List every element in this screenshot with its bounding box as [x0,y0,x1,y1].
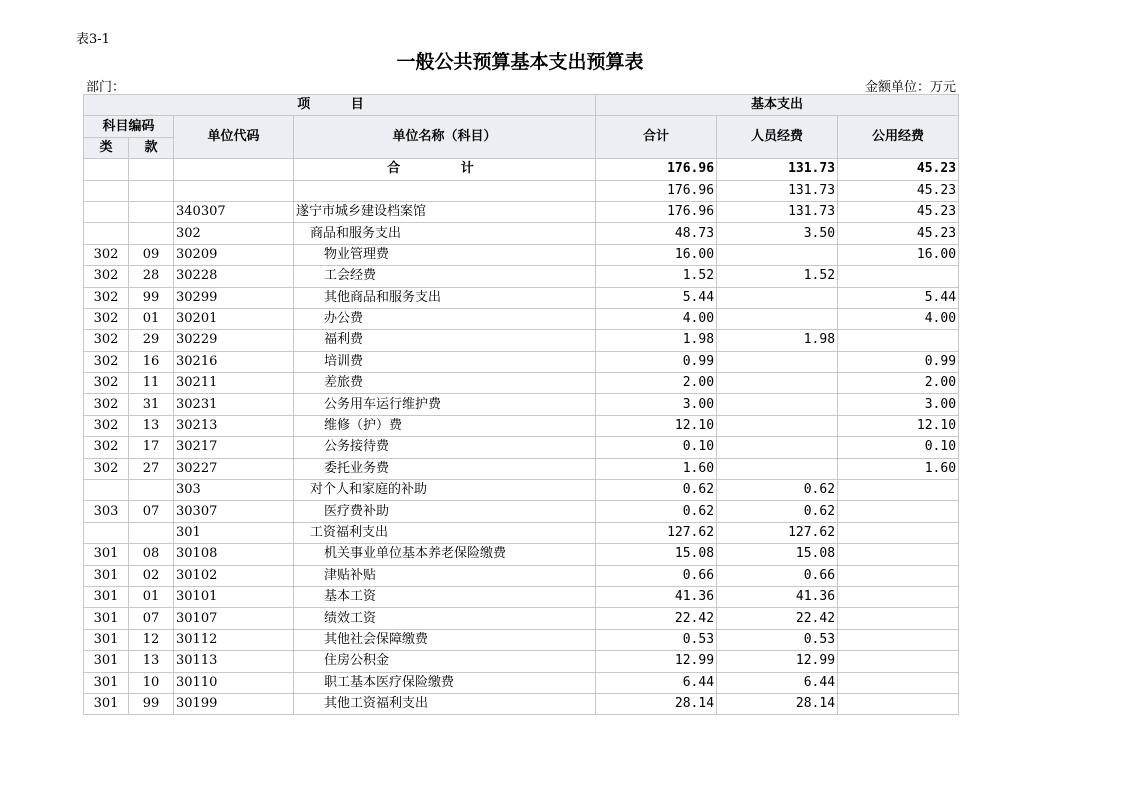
cell-lei: 301 [84,651,129,672]
cell-lei: 302 [84,437,129,458]
table-row [84,693,959,714]
table-row [84,308,959,329]
table-row [84,223,959,244]
cell-total: 15.08 [596,544,717,565]
cell-kuan: 17 [129,437,174,458]
cell-lei: 302 [84,351,129,372]
cell-public-expense [838,544,959,565]
cell-unit-name: 遂宁市城乡建设档案馆 [294,201,596,222]
table-row [84,522,959,543]
cell-unit-code: 30211 [174,373,294,394]
cell-unit-name: 物业管理费 [294,244,596,265]
department-label: 部门： [86,80,126,95]
table-row [84,629,959,650]
cell-lei [84,201,129,222]
cell-personnel-expense [717,351,838,372]
cell-personnel-expense: 131.73 [717,180,838,201]
cell-unit-code: 30217 [174,437,294,458]
table-row [84,608,959,629]
cell-unit-name: 其他商品和服务支出 [294,287,596,308]
table-row [84,565,959,586]
cell-personnel-expense [717,458,838,479]
table-row [84,287,959,308]
cell-kuan: 08 [129,544,174,565]
cell-unit-code [174,159,294,180]
cell-lei: 302 [84,287,129,308]
header-public-expense: 公用经费 [838,116,959,159]
cell-kuan: 07 [129,608,174,629]
cell-lei: 301 [84,629,129,650]
cell-unit-code: 340307 [174,201,294,222]
cell-public-expense [838,693,959,714]
cell-total: 4.00 [596,308,717,329]
cell-lei: 302 [84,415,129,436]
cell-unit-name: 公务接待费 [294,437,596,458]
cell-personnel-expense: 6.44 [717,672,838,693]
cell-total: 1.60 [596,458,717,479]
cell-unit-name: 绩效工资 [294,608,596,629]
cell-unit-name: 合 计 [294,159,596,180]
table-row [84,330,959,351]
cell-lei [84,159,129,180]
cell-personnel-expense: 28.14 [717,693,838,714]
cell-unit-name: 其他社会保障缴费 [294,629,596,650]
cell-public-expense: 2.00 [838,373,959,394]
cell-kuan: 10 [129,672,174,693]
table-id: 表3-1 [76,32,110,47]
cell-lei: 301 [84,608,129,629]
cell-public-expense: 1.60 [838,458,959,479]
cell-personnel-expense: 3.50 [717,223,838,244]
cell-public-expense: 45.23 [838,159,959,180]
cell-total: 12.99 [596,651,717,672]
cell-unit-name: 对个人和家庭的补助 [294,480,596,501]
cell-public-expense [838,629,959,650]
cell-unit-code: 30229 [174,330,294,351]
cell-total: 0.10 [596,437,717,458]
cell-total: 22.42 [596,608,717,629]
cell-unit-name [294,180,596,201]
table-header [84,95,959,159]
cell-kuan [129,159,174,180]
cell-kuan: 99 [129,287,174,308]
cell-total: 48.73 [596,223,717,244]
cell-kuan: 99 [129,693,174,714]
cell-unit-name: 机关事业单位基本养老保险缴费 [294,544,596,565]
cell-unit-name: 办公费 [294,308,596,329]
cell-personnel-expense: 22.42 [717,608,838,629]
cell-lei: 301 [84,672,129,693]
cell-personnel-expense: 1.98 [717,330,838,351]
cell-public-expense: 0.99 [838,351,959,372]
cell-kuan [129,201,174,222]
cell-lei: 302 [84,394,129,415]
cell-kuan: 29 [129,330,174,351]
cell-total: 0.53 [596,629,717,650]
table-row [84,266,959,287]
header-kuan: 款 [129,137,174,158]
cell-total: 28.14 [596,693,717,714]
cell-kuan: 27 [129,458,174,479]
cell-unit-name: 公务用车运行维护费 [294,394,596,415]
cell-unit-code: 30216 [174,351,294,372]
cell-unit-code: 30101 [174,586,294,607]
cell-kuan: 12 [129,629,174,650]
cell-personnel-expense [717,287,838,308]
cell-kuan: 02 [129,565,174,586]
cell-unit-code: 303 [174,480,294,501]
cell-kuan: 31 [129,394,174,415]
cell-total: 12.10 [596,415,717,436]
cell-personnel-expense: 12.99 [717,651,838,672]
table-body [84,159,959,715]
cell-total: 3.00 [596,394,717,415]
cell-personnel-expense [717,415,838,436]
cell-public-expense [838,672,959,693]
cell-unit-code: 30201 [174,308,294,329]
cell-kuan: 01 [129,308,174,329]
table-row [84,415,959,436]
cell-public-expense [838,330,959,351]
cell-public-expense [838,480,959,501]
cell-unit-code: 30227 [174,458,294,479]
cell-kuan [129,180,174,201]
cell-total: 0.66 [596,565,717,586]
amount-unit-label: 金额单位：万元 [864,80,956,95]
cell-unit-name: 工资福利支出 [294,522,596,543]
cell-unit-name: 维修（护）费 [294,415,596,436]
cell-unit-code: 301 [174,522,294,543]
header-subject-code: 科目编码 [84,116,174,137]
cell-public-expense [838,565,959,586]
table-row [84,180,959,201]
table-row [84,373,959,394]
cell-lei [84,480,129,501]
table-row [84,672,959,693]
cell-unit-code: 30199 [174,693,294,714]
cell-personnel-expense: 15.08 [717,544,838,565]
cell-total: 176.96 [596,159,717,180]
cell-public-expense [838,522,959,543]
cell-unit-code: 30299 [174,287,294,308]
table-row [84,586,959,607]
cell-lei: 301 [84,544,129,565]
cell-total: 0.99 [596,351,717,372]
cell-lei [84,522,129,543]
cell-unit-code: 30228 [174,266,294,287]
cell-personnel-expense: 1.52 [717,266,838,287]
cell-kuan: 07 [129,501,174,522]
cell-kuan [129,223,174,244]
cell-unit-code: 30113 [174,651,294,672]
cell-unit-code: 30110 [174,672,294,693]
cell-personnel-expense: 0.62 [717,480,838,501]
cell-lei: 302 [84,330,129,351]
table-row [84,458,959,479]
cell-personnel-expense: 0.66 [717,565,838,586]
cell-kuan: 11 [129,373,174,394]
table-row [84,437,959,458]
cell-total: 41.36 [596,586,717,607]
cell-unit-code: 30107 [174,608,294,629]
cell-personnel-expense [717,308,838,329]
cell-unit-code: 30209 [174,244,294,265]
cell-total: 6.44 [596,672,717,693]
cell-public-expense: 0.10 [838,437,959,458]
cell-unit-code: 302 [174,223,294,244]
cell-public-expense [838,586,959,607]
cell-total: 1.52 [596,266,717,287]
cell-personnel-expense: 127.62 [717,522,838,543]
cell-unit-name: 基本工资 [294,586,596,607]
cell-personnel-expense [717,437,838,458]
header-unit-name: 单位名称（科目） [294,116,596,159]
cell-public-expense: 45.23 [838,180,959,201]
cell-public-expense: 45.23 [838,201,959,222]
cell-total: 2.00 [596,373,717,394]
cell-unit-code [174,180,294,201]
header-basic-expenditure-group: 基本支出 [596,95,959,116]
table-row [84,201,959,222]
table-row [84,394,959,415]
header-lei: 类 [84,137,129,158]
cell-unit-name: 其他工资福利支出 [294,693,596,714]
cell-public-expense [838,651,959,672]
cell-personnel-expense: 131.73 [717,159,838,180]
cell-public-expense [838,266,959,287]
cell-kuan [129,480,174,501]
cell-kuan: 13 [129,651,174,672]
cell-unit-name: 差旅费 [294,373,596,394]
cell-total: 0.62 [596,480,717,501]
cell-unit-name: 福利费 [294,330,596,351]
cell-total: 1.98 [596,330,717,351]
cell-unit-name: 住房公积金 [294,651,596,672]
cell-unit-name: 委托业务费 [294,458,596,479]
cell-public-expense: 5.44 [838,287,959,308]
cell-lei: 302 [84,308,129,329]
cell-kuan: 28 [129,266,174,287]
cell-lei: 302 [84,458,129,479]
cell-kuan: 13 [129,415,174,436]
budget-table [83,94,959,715]
page-title: 一般公共预算基本支出预算表 [396,51,644,73]
cell-lei [84,223,129,244]
cell-lei: 303 [84,501,129,522]
cell-lei: 302 [84,373,129,394]
cell-public-expense: 3.00 [838,394,959,415]
table-row [84,480,959,501]
cell-unit-code: 30108 [174,544,294,565]
cell-unit-name: 工会经费 [294,266,596,287]
cell-personnel-expense: 131.73 [717,201,838,222]
cell-personnel-expense: 41.36 [717,586,838,607]
table-row [84,651,959,672]
header-unit-code: 单位代码 [174,116,294,159]
cell-public-expense: 12.10 [838,415,959,436]
cell-personnel-expense [717,394,838,415]
cell-public-expense: 4.00 [838,308,959,329]
table-row [84,544,959,565]
cell-unit-code: 30102 [174,565,294,586]
cell-public-expense [838,501,959,522]
cell-unit-code: 30307 [174,501,294,522]
cell-total: 127.62 [596,522,717,543]
cell-unit-code: 30231 [174,394,294,415]
cell-personnel-expense [717,244,838,265]
total-row [84,159,959,180]
table-row [84,244,959,265]
cell-total: 5.44 [596,287,717,308]
cell-total: 176.96 [596,201,717,222]
cell-public-expense: 16.00 [838,244,959,265]
cell-unit-code: 30112 [174,629,294,650]
cell-lei: 301 [84,565,129,586]
cell-lei: 301 [84,693,129,714]
table-row [84,501,959,522]
cell-personnel-expense: 0.53 [717,629,838,650]
cell-public-expense: 45.23 [838,223,959,244]
header-total: 合计 [596,116,717,159]
header-personnel-expense: 人员经费 [717,116,838,159]
cell-lei: 302 [84,244,129,265]
cell-unit-name: 津贴补贴 [294,565,596,586]
cell-public-expense [838,608,959,629]
cell-unit-name: 医疗费补助 [294,501,596,522]
cell-unit-name: 商品和服务支出 [294,223,596,244]
header-item-group: 项 目 [84,95,596,116]
cell-unit-name: 职工基本医疗保险缴费 [294,672,596,693]
table-row [84,351,959,372]
cell-kuan: 09 [129,244,174,265]
cell-unit-name: 培训费 [294,351,596,372]
cell-total: 0.62 [596,501,717,522]
cell-personnel-expense: 0.62 [717,501,838,522]
cell-lei [84,180,129,201]
cell-lei: 302 [84,266,129,287]
cell-total: 16.00 [596,244,717,265]
cell-lei: 301 [84,586,129,607]
cell-kuan: 16 [129,351,174,372]
cell-unit-code: 30213 [174,415,294,436]
cell-personnel-expense [717,373,838,394]
cell-kuan: 01 [129,586,174,607]
cell-total: 176.96 [596,180,717,201]
cell-kuan [129,522,174,543]
